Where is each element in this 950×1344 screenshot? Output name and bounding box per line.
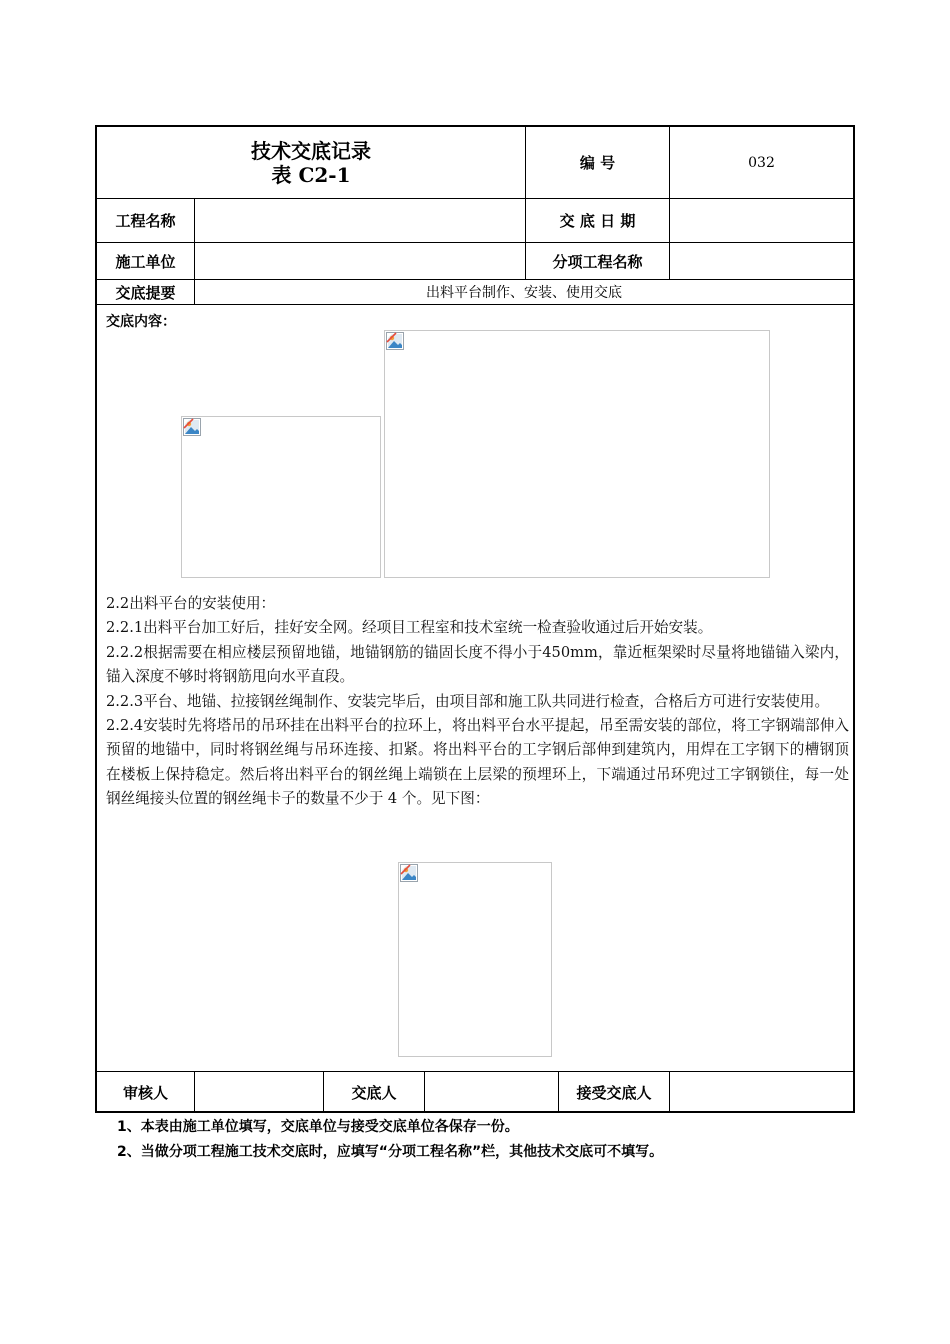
project-name-value[interactable] (195, 199, 525, 242)
discloser-label: 交底人 (351, 1084, 397, 1102)
summary-label: 交底提要 (115, 283, 176, 302)
note-2: 2、当做分项工程施工技术交底时，应填写“分项工程名称”栏，其他技术交底可不填写。 (117, 1144, 664, 1160)
installation-diagram-image (398, 862, 552, 1057)
reviewer-value[interactable] (195, 1072, 323, 1113)
sub-project-label: 分项工程名称 (552, 252, 643, 271)
paragraph: 2.2.4安装时先将塔吊的吊环挂在出料平台的拉环上，将出料平台水平提起，吊至需安装的部位，将工字钢端部伸入预留的地锚中，同时将钢丝绳与吊环连接、扣紧。将出料平台的工字钢后部伸到建筑内，用焊在工字钢下的槽钢顶在楼板上保持稳定。然后将出料平台的钢丝绳上端锁在上层梁的预埋环上，下端通过吊环兜过工字钢锁住，每一处钢丝绳接头位置的钢丝绳卡子的数量不少于 4 个。见下图： (106, 717, 849, 808)
handover-date-label: 交 底 日 期 (559, 212, 636, 230)
sub-project-value[interactable] (670, 243, 853, 279)
summary-value[interactable]: 出料平台制作、安装、使用交底 (426, 285, 622, 301)
grid-line (97, 304, 853, 305)
receiver-value[interactable] (670, 1072, 853, 1113)
broken-image-icon (183, 418, 201, 436)
paragraph: 2.2.1出料平台加工好后，挂好安全网。经项目工程室和技术室统一检查验收通过后开始安装。 (106, 619, 713, 637)
handover-date-value[interactable] (670, 199, 853, 242)
broken-image-icon (386, 332, 404, 350)
discloser-value[interactable] (425, 1072, 558, 1113)
platform-diagram-image-2 (384, 330, 770, 578)
tech-disclosure-form (95, 125, 855, 1113)
construction-unit-value[interactable] (195, 243, 525, 279)
construction-unit-label: 施工单位 (115, 252, 176, 271)
note-1: 1、本表由施工单位填写，交底单位与接受交底单位各保存一份。 (117, 1119, 519, 1135)
title-line-2: 表 C2-1 (271, 162, 351, 187)
paragraph: 2.2出料平台的安装使用： (106, 595, 276, 612)
project-name-label: 工程名称 (115, 212, 176, 230)
title-line-1: 技术交底记录 (251, 138, 371, 163)
reviewer-label: 审核人 (122, 1084, 168, 1102)
form-title (97, 127, 525, 198)
number-label: 编 号 (579, 154, 616, 172)
platform-diagram-image-1 (181, 416, 381, 578)
broken-image-icon (400, 864, 418, 882)
receiver-label: 接受交底人 (576, 1084, 652, 1102)
paragraph: 2.2.3平台、地锚、拉接钢丝绳制作、安装完毕后，由项目部和施工队共同进行检查，合格后方可进行安装使用。 (106, 692, 830, 710)
content-label: 交底内容： (106, 314, 176, 330)
paragraph: 2.2.2根据需要在相应楼层预留地锚，地锚钢筋的锚固长度不得小于450mm，靠近框架梁时尽量将地锚锚入梁内，锚入深度不够时将钢筋甩向水平直段。 (106, 643, 849, 686)
content-paragraphs (106, 592, 849, 812)
number-value[interactable]: 032 (748, 154, 775, 171)
